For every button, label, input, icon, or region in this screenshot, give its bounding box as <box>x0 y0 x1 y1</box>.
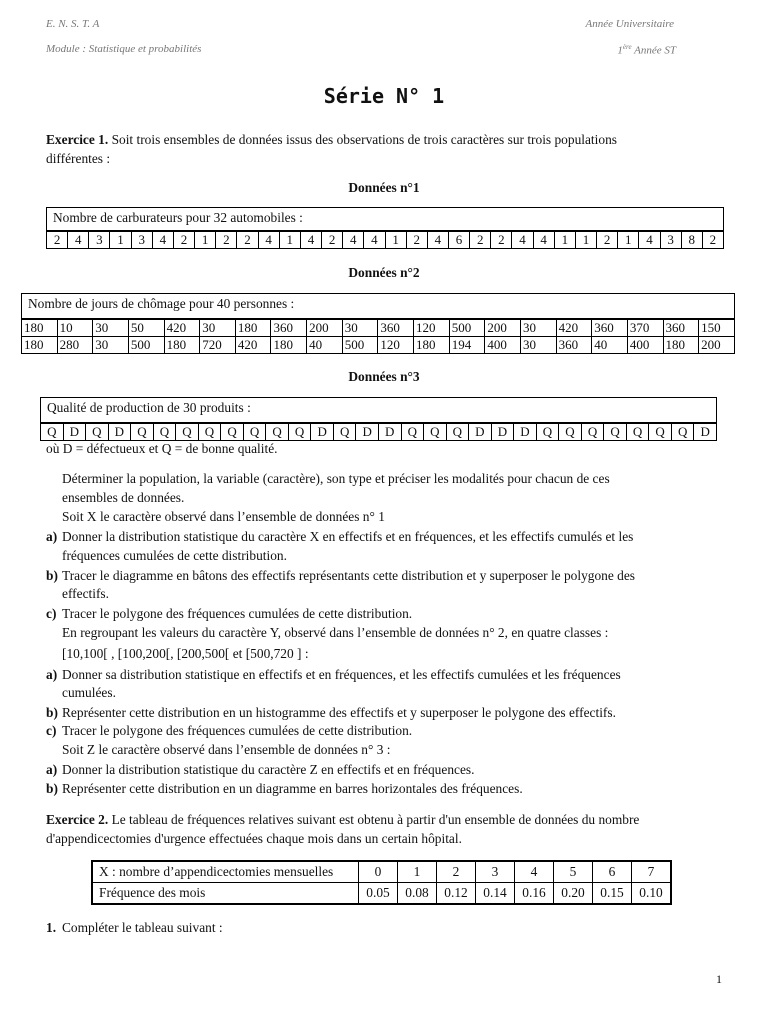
frequency-table-x-cell: 5 <box>554 861 593 883</box>
frequency-table-f-cell: 0.15 <box>593 883 632 905</box>
data2-cell: 180 <box>164 337 200 354</box>
label-a3: a) <box>46 762 58 777</box>
frequency-table-x-cell: 1 <box>398 861 437 883</box>
data3-cell: Q <box>626 424 649 441</box>
data1-cell: 3 <box>660 232 681 249</box>
data1-cell: 4 <box>639 232 660 249</box>
label-a1: a) <box>46 529 58 544</box>
question-b1b: effectifs. <box>62 586 109 601</box>
data3-cell: D <box>108 424 131 441</box>
data3-cell: Q <box>243 424 266 441</box>
frequency-table-x-cell: 7 <box>632 861 672 883</box>
data1-cell: 1 <box>110 232 131 249</box>
frequency-table-f-cell: 0.20 <box>554 883 593 905</box>
data1-cell: 1 <box>385 232 406 249</box>
question-c1: Tracer le polygone des fréquences cumulées de cette distribution. <box>62 606 413 621</box>
data1-cell: 1 <box>279 232 300 249</box>
data2-cell: 360 <box>378 320 414 337</box>
question-a2: Donner sa distribution statistique en effectifs et en fréquences, et les effectifs cumulées et les fréquences <box>62 667 621 682</box>
school-name: E. N. S. T. A <box>46 18 100 30</box>
question-a1b: fréquences cumulées de cette distribution. <box>62 548 287 563</box>
data2-cell: 150 <box>699 320 735 337</box>
data3-cell: D <box>378 424 401 441</box>
data2-cell: 500 <box>449 320 485 337</box>
exercise1-intro: Exercice 1. Soit trois ensembles de données issus des observations de trois caractères sur trois populations différentes : <box>46 132 617 166</box>
data3-cell: Q <box>288 424 311 441</box>
data2-cell: 30 <box>93 337 129 354</box>
data2-table <box>21 319 735 354</box>
data2-cell: 400 <box>627 337 663 354</box>
data2-cell: 400 <box>485 337 521 354</box>
data1-table <box>46 231 724 249</box>
data3-cell: Q <box>424 424 447 441</box>
data2-cell: 50 <box>128 320 164 337</box>
data2-cell: 30 <box>93 320 129 337</box>
data1-cell: 4 <box>68 232 89 249</box>
data2-cell: 180 <box>235 320 271 337</box>
data2-caption: Nombre de jours de chômage pour 40 personnes : <box>28 296 295 311</box>
academic-year: Année Universitaire <box>585 18 674 30</box>
frequency-table-x-cell: 0 <box>359 861 398 883</box>
data2-cell: 40 <box>307 337 343 354</box>
data2-cell: 500 <box>342 337 378 354</box>
data2-cell: 194 <box>449 337 485 354</box>
data3-cell: Q <box>559 424 582 441</box>
data1-cell: 1 <box>618 232 639 249</box>
data2-cell: 30 <box>520 337 556 354</box>
data2-cell: 370 <box>627 320 663 337</box>
label-q1: 1. <box>46 920 57 935</box>
data3-cell: Q <box>446 424 469 441</box>
frequency-table-f-cell: 0.14 <box>476 883 515 905</box>
exercise2-intro: Exercice 2. Le tableau de fréquences relatives suivant est obtenu à partir d'un ensemble de données du nombre d'appendicectomies d'urgence effectuées chaque mois dans un certain hôpital. <box>46 812 640 846</box>
data1-cell: 2 <box>173 232 194 249</box>
data3-cell: Q <box>604 424 627 441</box>
data2-heading: Données n°2 <box>348 265 420 280</box>
question-c2: Tracer le polygone des fréquences cumulées de cette distribution. <box>62 723 413 738</box>
data3-cell: Q <box>649 424 672 441</box>
data2-cell: 200 <box>699 337 735 354</box>
data3-cell: Q <box>176 424 199 441</box>
data2-cell: 200 <box>307 320 343 337</box>
frequency-table-f-cell: 0.08 <box>398 883 437 905</box>
data1-cell: 4 <box>533 232 554 249</box>
data1-cell: 2 <box>216 232 237 249</box>
data3-cell: Q <box>131 424 154 441</box>
data2-cell: 720 <box>200 337 236 354</box>
data1-cell: 4 <box>300 232 321 249</box>
data3-cell: Q <box>266 424 289 441</box>
frequency-table-f-cell: 0.12 <box>437 883 476 905</box>
page-number: 1 <box>716 972 722 986</box>
data3-cell: Q <box>333 424 356 441</box>
label-c2: c) <box>46 723 57 738</box>
data2-cell: 120 <box>378 337 414 354</box>
data3-cell: Q <box>41 424 64 441</box>
data3-cell: Q <box>153 424 176 441</box>
question-p3b: [10,100[ , [100,200[, [200,500[ et [500,720 ] : <box>62 646 309 661</box>
data2-cell: 180 <box>22 337 58 354</box>
data1-cell: 4 <box>512 232 533 249</box>
data1-cell: 1 <box>575 232 596 249</box>
question-b1: Tracer le diagramme en bâtons des effectifs représentants cette distribution et y superposer le polygone des <box>62 568 636 583</box>
data1-cell: 3 <box>131 232 152 249</box>
data1-cell: 2 <box>322 232 343 249</box>
question-a2b: cumulées. <box>62 685 116 700</box>
question-q1: Compléter le tableau suivant : <box>62 920 223 935</box>
data1-cell: 1 <box>554 232 575 249</box>
data2-cell: 30 <box>200 320 236 337</box>
frequency-table-x-cell: 4 <box>515 861 554 883</box>
frequency-table-f-cell: 0.05 <box>359 883 398 905</box>
data2-cell: 180 <box>22 320 58 337</box>
data3-heading: Données n°3 <box>348 369 420 384</box>
data1-cell: 2 <box>702 232 723 249</box>
data2-cell: 420 <box>556 320 592 337</box>
data1-cell: 6 <box>448 232 469 249</box>
question-p1b: ensembles de données. <box>62 490 185 505</box>
data1-cell: 4 <box>364 232 385 249</box>
data2-cell: 180 <box>271 337 307 354</box>
data1-cell: 2 <box>491 232 512 249</box>
data1-cell: 1 <box>195 232 216 249</box>
data1-cell: 2 <box>237 232 258 249</box>
data3-cell: Q <box>671 424 694 441</box>
data1-cell: 2 <box>597 232 618 249</box>
label-c1: c) <box>46 606 57 621</box>
question-p2: Soit X le caractère observé dans l’ensemble de données n° 1 <box>62 509 385 524</box>
data2-cell: 360 <box>271 320 307 337</box>
data2-cell: 30 <box>520 320 556 337</box>
data1-cell: 2 <box>406 232 427 249</box>
data3-cell: D <box>514 424 537 441</box>
data2-cell: 420 <box>235 337 271 354</box>
data3-caption: Qualité de production de 30 produits : <box>47 400 251 415</box>
data1-cell: 4 <box>427 232 448 249</box>
data3-cell: Q <box>221 424 244 441</box>
data3-cell: D <box>491 424 514 441</box>
data2-cell: 280 <box>57 337 93 354</box>
question-p4: Soit Z le caractère observé dans l’ensemble de données n° 3 : <box>62 742 391 757</box>
data2-cell: 10 <box>57 320 93 337</box>
label-b2: b) <box>46 705 58 720</box>
frequency-table <box>91 860 672 905</box>
frequency-table-x-cell: 3 <box>476 861 515 883</box>
data1-cell: 3 <box>89 232 110 249</box>
data3-cell: D <box>469 424 492 441</box>
data2-cell: 360 <box>556 337 592 354</box>
data3-cell: D <box>694 424 717 441</box>
question-b3: Représenter cette distribution en un diagramme en barres horizontales des fréquences. <box>62 781 523 796</box>
frequency-table-f-label: Fréquence des mois <box>92 883 359 905</box>
data1-cell: 4 <box>258 232 279 249</box>
data3-cell: Q <box>536 424 559 441</box>
question-a3: Donner la distribution statistique du caractère Z en effectifs et en fréquences. <box>62 762 475 777</box>
question-p3: En regroupant les valeurs du caractère Y, observé dans l’ensemble de données n° 2, en quatre classes : <box>62 625 609 640</box>
data1-cell: 2 <box>47 232 68 249</box>
data1-cell: 2 <box>470 232 491 249</box>
label-b3: b) <box>46 781 58 796</box>
frequency-table-x-cell: 6 <box>593 861 632 883</box>
data3-caption-box <box>40 397 717 423</box>
data2-cell: 30 <box>342 320 378 337</box>
frequency-table-x-cell: 2 <box>437 861 476 883</box>
data3-cell: D <box>63 424 86 441</box>
page-title: Série N° 1 <box>323 84 445 108</box>
module-name: Module : Statistique et probabilités <box>46 43 202 55</box>
data2-cell: 180 <box>663 337 699 354</box>
data2-cell: 360 <box>592 320 628 337</box>
data1-caption: Nombre de carburateurs pour 32 automobiles : <box>53 210 303 225</box>
label-a2: a) <box>46 667 58 682</box>
data1-cell: 8 <box>681 232 702 249</box>
study-level: 1ère Année ST <box>617 43 676 57</box>
question-p1: Déterminer la population, la variable (caractère), son type et préciser les modalités pour chacun de ces <box>62 471 610 486</box>
data1-heading: Données n°1 <box>348 180 420 195</box>
frequency-table-f-cell: 0.10 <box>632 883 672 905</box>
data1-caption-box <box>46 207 724 231</box>
data1-cell: 4 <box>152 232 173 249</box>
data3-cell: D <box>311 424 334 441</box>
data2-cell: 180 <box>414 337 450 354</box>
data3-cell: Q <box>401 424 424 441</box>
frequency-table-x-label: X : nombre d’appendicectomies mensuelles <box>92 861 359 883</box>
data2-cell: 40 <box>592 337 628 354</box>
data3-legend: où D = défectueux et Q = de bonne qualité. <box>46 441 278 456</box>
label-b1: b) <box>46 568 58 583</box>
data2-caption-box <box>21 293 735 319</box>
frequency-table-f-cell: 0.16 <box>515 883 554 905</box>
data2-cell: 420 <box>164 320 200 337</box>
question-a1: Donner la distribution statistique du caractère X en effectifs et en fréquences, et les effectifs cumulés et les <box>62 529 634 544</box>
question-b2: Représenter cette distribution en un histogramme des effectifs et y superposer le polygone des effectifs. <box>62 705 616 720</box>
data3-cell: Q <box>198 424 221 441</box>
data2-cell: 500 <box>128 337 164 354</box>
data3-cell: Q <box>86 424 109 441</box>
data2-cell: 360 <box>663 320 699 337</box>
data1-cell: 4 <box>343 232 364 249</box>
data3-cell: Q <box>581 424 604 441</box>
data2-cell: 120 <box>414 320 450 337</box>
data2-cell: 200 <box>485 320 521 337</box>
data3-cell: D <box>356 424 379 441</box>
